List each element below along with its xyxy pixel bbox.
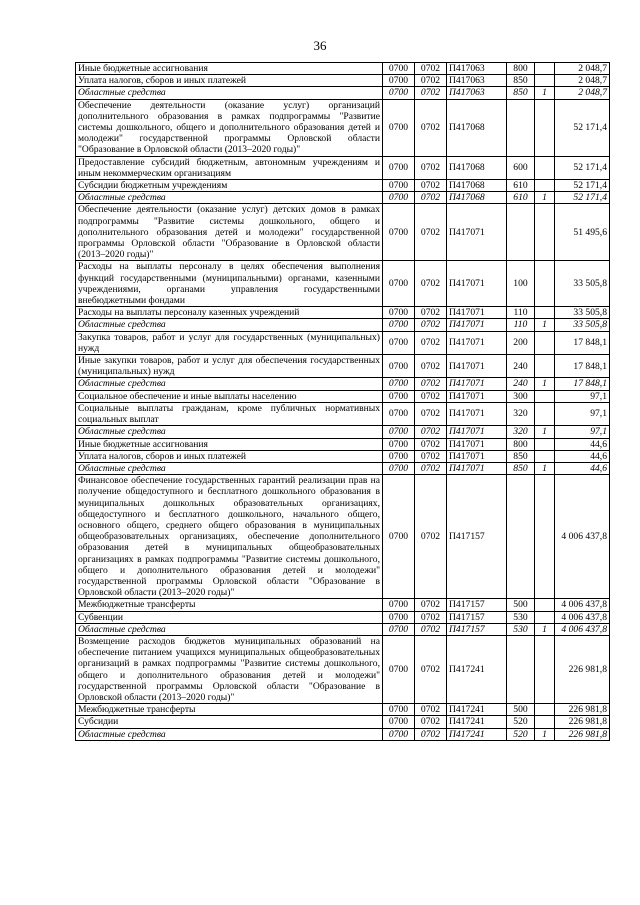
expense-name-cell: Возмещение расходов бюджетов муниципальных образований на обеспечение питанием учащихся муниципальных общеобразовательных организаций в рамках подпрограммы "Развитие системы дошкольного, общего и дополнительного образования детей и молодежи" государственной программы Орловской области "Образование в Орловской области (2013–2020 годы)" (76, 635, 383, 703)
regional-funds-row (76, 462, 610, 474)
expense-name-cell: Предоставление субсидий бюджетным, автономным учреждениям и иным некоммерческим организациям (76, 156, 383, 179)
amount-cell: 4 006 437,8 (555, 599, 610, 611)
table-row (76, 261, 610, 307)
section-code-cell: 0700 (383, 599, 415, 611)
subsection-code-cell: 0702 (415, 611, 447, 623)
amount-cell: 226 981,8 (555, 704, 610, 716)
section-code-cell: 0700 (383, 331, 415, 354)
subsection-code-cell: 0702 (415, 87, 447, 99)
funding-source-cell: 1 (535, 728, 555, 740)
subsection-code-cell: 0702 (415, 728, 447, 740)
funding-source-cell (535, 390, 555, 402)
funding-source-cell (535, 75, 555, 87)
table-row (76, 716, 610, 728)
expense-type-cell: 800 (507, 63, 535, 75)
expense-name-cell: Областные средства (76, 426, 383, 438)
expense-name-cell: Финансовое обеспечение государственных гарантий реализации прав на получение общедоступного и бесплатного дошкольного образования в муниципальных дошкольных образовательных организациях, общедоступного и бесплатного дошкольного, начального общего, основного общего, среднего общего образования в муниципальных общеобразовательных организациях, обеспечение дополнительного образования детей в муниципальных общеобразовательных организациях в рамках подпрограммы "Развитие системы дошкольного, общего и дополнительного образования детей и молодежи" государственной программы Орловской области "Образование в Орловской области (2013–2020 годы)" (76, 475, 383, 599)
amount-cell: 52 171,4 (555, 156, 610, 179)
expense-type-cell: 850 (507, 450, 535, 462)
regional-funds-row (76, 378, 610, 390)
funding-source-cell (535, 635, 555, 703)
target-article-cell: П417063 (447, 87, 507, 99)
expense-name-cell: Обеспечение деятельности (оказание услуг) организаций дополнительного образования в рамках подпрограммы "Развитие системы дошкольного, общего и дополнительного образования детей и молодежи" государственной программы Орловской области "Образование в Орловской области (2013–2020 годы)" (76, 99, 383, 156)
expense-name-cell: Расходы на выплаты персоналу в целях обеспечения выполнения функций государственными (муниципальными) органами, казенными учреждениями, органами управления государственными внебюджетными фондами (76, 261, 383, 307)
amount-cell: 44,6 (555, 438, 610, 450)
funding-source-cell (535, 716, 555, 728)
regional-funds-row (76, 728, 610, 740)
expense-type-cell: 610 (507, 192, 535, 204)
subsection-code-cell: 0702 (415, 63, 447, 75)
expense-name-cell: Закупка товаров, работ и услуг для государственных (муниципальных) нужд (76, 331, 383, 354)
expense-name-cell: Субсидии (76, 716, 383, 728)
expense-name-cell: Иные закупки товаров, работ и услуг для обеспечения государственных (муниципальных) нужд (76, 355, 383, 378)
expense-name-cell: Иные бюджетные ассигнования (76, 63, 383, 75)
expense-type-cell: 850 (507, 462, 535, 474)
expense-name-cell: Областные средства (76, 319, 383, 331)
subsection-code-cell: 0702 (415, 402, 447, 425)
subsection-code-cell: 0702 (415, 716, 447, 728)
section-code-cell: 0700 (383, 390, 415, 402)
expense-type-cell: 530 (507, 611, 535, 623)
funding-source-cell: 1 (535, 378, 555, 390)
target-article-cell: П417241 (447, 728, 507, 740)
expense-name-cell: Межбюджетные трансферты (76, 599, 383, 611)
section-code-cell: 0700 (383, 635, 415, 703)
subsection-code-cell: 0702 (415, 331, 447, 354)
subsection-code-cell: 0702 (415, 599, 447, 611)
subsection-code-cell: 0702 (415, 438, 447, 450)
table-row (76, 307, 610, 319)
amount-cell: 4 006 437,8 (555, 611, 610, 623)
section-code-cell: 0700 (383, 319, 415, 331)
table-row (76, 475, 610, 599)
amount-cell: 52 171,4 (555, 180, 610, 192)
target-article-cell: П417071 (447, 426, 507, 438)
subsection-code-cell: 0702 (415, 635, 447, 703)
funding-source-cell (535, 704, 555, 716)
expense-name-cell: Областные средства (76, 192, 383, 204)
subsection-code-cell: 0702 (415, 261, 447, 307)
funding-source-cell: 1 (535, 87, 555, 99)
target-article-cell: П417157 (447, 599, 507, 611)
expense-type-cell: 500 (507, 704, 535, 716)
section-code-cell: 0700 (383, 623, 415, 635)
amount-cell: 17 848,1 (555, 331, 610, 354)
amount-cell: 226 981,8 (555, 635, 610, 703)
expense-name-cell: Субвенции (76, 611, 383, 623)
expense-type-cell: 300 (507, 390, 535, 402)
funding-source-cell (535, 204, 555, 261)
amount-cell: 44,6 (555, 450, 610, 462)
expense-name-cell: Областные средства (76, 623, 383, 635)
amount-cell: 33 505,8 (555, 307, 610, 319)
funding-source-cell (535, 63, 555, 75)
expense-type-cell: 320 (507, 426, 535, 438)
expense-type-cell: 100 (507, 261, 535, 307)
funding-source-cell: 1 (535, 462, 555, 474)
funding-source-cell (535, 331, 555, 354)
amount-cell: 97,1 (555, 390, 610, 402)
subsection-code-cell: 0702 (415, 355, 447, 378)
subsection-code-cell: 0702 (415, 462, 447, 474)
target-article-cell: П417241 (447, 704, 507, 716)
expense-name-cell: Уплата налогов, сборов и иных платежей (76, 75, 383, 87)
amount-cell: 2 048,7 (555, 63, 610, 75)
section-code-cell: 0700 (383, 462, 415, 474)
amount-cell: 4 006 437,8 (555, 475, 610, 599)
amount-cell: 33 505,8 (555, 261, 610, 307)
expense-type-cell: 500 (507, 599, 535, 611)
expense-type-cell: 240 (507, 378, 535, 390)
funding-source-cell (535, 402, 555, 425)
section-code-cell: 0700 (383, 355, 415, 378)
subsection-code-cell: 0702 (415, 319, 447, 331)
expense-type-cell: 800 (507, 438, 535, 450)
section-code-cell: 0700 (383, 87, 415, 99)
funding-source-cell (535, 156, 555, 179)
expense-type-cell: 110 (507, 319, 535, 331)
expense-type-cell (507, 475, 535, 599)
section-code-cell: 0700 (383, 438, 415, 450)
funding-source-cell (535, 450, 555, 462)
section-code-cell: 0700 (383, 728, 415, 740)
section-code-cell: 0700 (383, 426, 415, 438)
expense-name-cell: Социальное обеспечение и иные выплаты населению (76, 390, 383, 402)
subsection-code-cell: 0702 (415, 156, 447, 179)
funding-source-cell (535, 475, 555, 599)
subsection-code-cell: 0702 (415, 180, 447, 192)
budget-table (75, 62, 610, 741)
expense-name-cell: Иные бюджетные ассигнования (76, 438, 383, 450)
section-code-cell: 0700 (383, 261, 415, 307)
target-article-cell: П417157 (447, 623, 507, 635)
subsection-code-cell: 0702 (415, 99, 447, 156)
subsection-code-cell: 0702 (415, 390, 447, 402)
section-code-cell: 0700 (383, 378, 415, 390)
expense-name-cell: Уплата налогов, сборов и иных платежей (76, 450, 383, 462)
subsection-code-cell: 0702 (415, 450, 447, 462)
target-article-cell: П417071 (447, 438, 507, 450)
section-code-cell: 0700 (383, 450, 415, 462)
expense-type-cell: 520 (507, 716, 535, 728)
table-row (76, 63, 610, 75)
regional-funds-row (76, 319, 610, 331)
funding-source-cell: 1 (535, 192, 555, 204)
amount-cell: 52 171,4 (555, 192, 610, 204)
subsection-code-cell: 0702 (415, 704, 447, 716)
table-row (76, 204, 610, 261)
table-row (76, 611, 610, 623)
amount-cell: 17 848,1 (555, 355, 610, 378)
amount-cell: 226 981,8 (555, 728, 610, 740)
target-article-cell: П417241 (447, 635, 507, 703)
regional-funds-row (76, 623, 610, 635)
target-article-cell: П417071 (447, 261, 507, 307)
budget-table-body (76, 63, 610, 741)
table-row (76, 438, 610, 450)
expense-type-cell: 850 (507, 87, 535, 99)
table-row (76, 99, 610, 156)
table-row (76, 75, 610, 87)
target-article-cell: П417071 (447, 355, 507, 378)
regional-funds-row (76, 426, 610, 438)
target-article-cell: П417071 (447, 378, 507, 390)
section-code-cell: 0700 (383, 611, 415, 623)
expense-name-cell: Субсидии бюджетным учреждениям (76, 180, 383, 192)
expense-type-cell: 850 (507, 75, 535, 87)
subsection-code-cell: 0702 (415, 378, 447, 390)
table-row (76, 180, 610, 192)
expense-name-cell: Межбюджетные трансферты (76, 704, 383, 716)
table-row (76, 390, 610, 402)
table-row (76, 331, 610, 354)
expense-name-cell: Областные средства (76, 462, 383, 474)
funding-source-cell (535, 180, 555, 192)
expense-name-cell: Областные средства (76, 87, 383, 99)
expense-type-cell: 110 (507, 307, 535, 319)
funding-source-cell (535, 355, 555, 378)
expense-type-cell (507, 204, 535, 261)
funding-source-cell (535, 599, 555, 611)
table-row (76, 704, 610, 716)
funding-source-cell: 1 (535, 319, 555, 331)
expense-type-cell: 610 (507, 180, 535, 192)
section-code-cell: 0700 (383, 716, 415, 728)
section-code-cell: 0700 (383, 307, 415, 319)
regional-funds-row (76, 192, 610, 204)
section-code-cell: 0700 (383, 402, 415, 425)
target-article-cell: П417071 (447, 450, 507, 462)
amount-cell: 51 495,6 (555, 204, 610, 261)
regional-funds-row (76, 87, 610, 99)
subsection-code-cell: 0702 (415, 426, 447, 438)
target-article-cell: П417071 (447, 307, 507, 319)
target-article-cell: П417071 (447, 319, 507, 331)
funding-source-cell (535, 261, 555, 307)
table-row (76, 599, 610, 611)
section-code-cell: 0700 (383, 156, 415, 179)
expense-name-cell: Областные средства (76, 728, 383, 740)
table-row (76, 156, 610, 179)
section-code-cell: 0700 (383, 192, 415, 204)
expense-type-cell (507, 635, 535, 703)
target-article-cell: П417071 (447, 204, 507, 261)
funding-source-cell (535, 611, 555, 623)
section-code-cell: 0700 (383, 204, 415, 261)
target-article-cell: П417071 (447, 331, 507, 354)
target-article-cell: П417071 (447, 462, 507, 474)
table-row (76, 355, 610, 378)
expense-name-cell: Социальные выплаты гражданам, кроме публичных нормативных социальных выплат (76, 402, 383, 425)
subsection-code-cell: 0702 (415, 623, 447, 635)
target-article-cell: П417068 (447, 180, 507, 192)
section-code-cell: 0700 (383, 704, 415, 716)
funding-source-cell (535, 307, 555, 319)
expense-type-cell: 600 (507, 156, 535, 179)
target-article-cell: П417157 (447, 475, 507, 599)
target-article-cell: П417063 (447, 63, 507, 75)
amount-cell: 2 048,7 (555, 87, 610, 99)
target-article-cell: П417068 (447, 156, 507, 179)
page-number: 36 (313, 38, 327, 53)
target-article-cell: П417157 (447, 611, 507, 623)
expense-type-cell: 530 (507, 623, 535, 635)
target-article-cell: П417068 (447, 192, 507, 204)
amount-cell: 4 006 437,8 (555, 623, 610, 635)
funding-source-cell: 1 (535, 623, 555, 635)
expense-name-cell: Областные средства (76, 378, 383, 390)
amount-cell: 97,1 (555, 426, 610, 438)
funding-source-cell: 1 (535, 426, 555, 438)
amount-cell: 97,1 (555, 402, 610, 425)
expense-type-cell (507, 99, 535, 156)
funding-source-cell (535, 99, 555, 156)
table-row (76, 450, 610, 462)
table-row (76, 635, 610, 703)
expense-type-cell: 320 (507, 402, 535, 425)
expense-name-cell: Расходы на выплаты персоналу казенных учреждений (76, 307, 383, 319)
section-code-cell: 0700 (383, 475, 415, 599)
target-article-cell: П417241 (447, 716, 507, 728)
amount-cell: 33 505,8 (555, 319, 610, 331)
subsection-code-cell: 0702 (415, 192, 447, 204)
funding-source-cell (535, 438, 555, 450)
amount-cell: 52 171,4 (555, 99, 610, 156)
subsection-code-cell: 0702 (415, 307, 447, 319)
subsection-code-cell: 0702 (415, 475, 447, 599)
target-article-cell: П417068 (447, 99, 507, 156)
section-code-cell: 0700 (383, 99, 415, 156)
target-article-cell: П417063 (447, 75, 507, 87)
expense-name-cell: Обеспечение деятельности (оказание услуг) детских домов в рамках подпрограммы "Развитие системы дошкольного, общего и дополнительного образования детей и молодежи" государственной программы Орловской области "Образование в Орловской области (2013–2020 годы)" (76, 204, 383, 261)
subsection-code-cell: 0702 (415, 75, 447, 87)
amount-cell: 226 981,8 (555, 716, 610, 728)
expense-type-cell: 520 (507, 728, 535, 740)
target-article-cell: П417071 (447, 402, 507, 425)
table-row (76, 402, 610, 425)
target-article-cell: П417071 (447, 390, 507, 402)
section-code-cell: 0700 (383, 180, 415, 192)
expense-type-cell: 200 (507, 331, 535, 354)
amount-cell: 44,6 (555, 462, 610, 474)
amount-cell: 17 848,1 (555, 378, 610, 390)
section-code-cell: 0700 (383, 63, 415, 75)
expense-type-cell: 240 (507, 355, 535, 378)
amount-cell: 2 048,7 (555, 75, 610, 87)
section-code-cell: 0700 (383, 75, 415, 87)
subsection-code-cell: 0702 (415, 204, 447, 261)
